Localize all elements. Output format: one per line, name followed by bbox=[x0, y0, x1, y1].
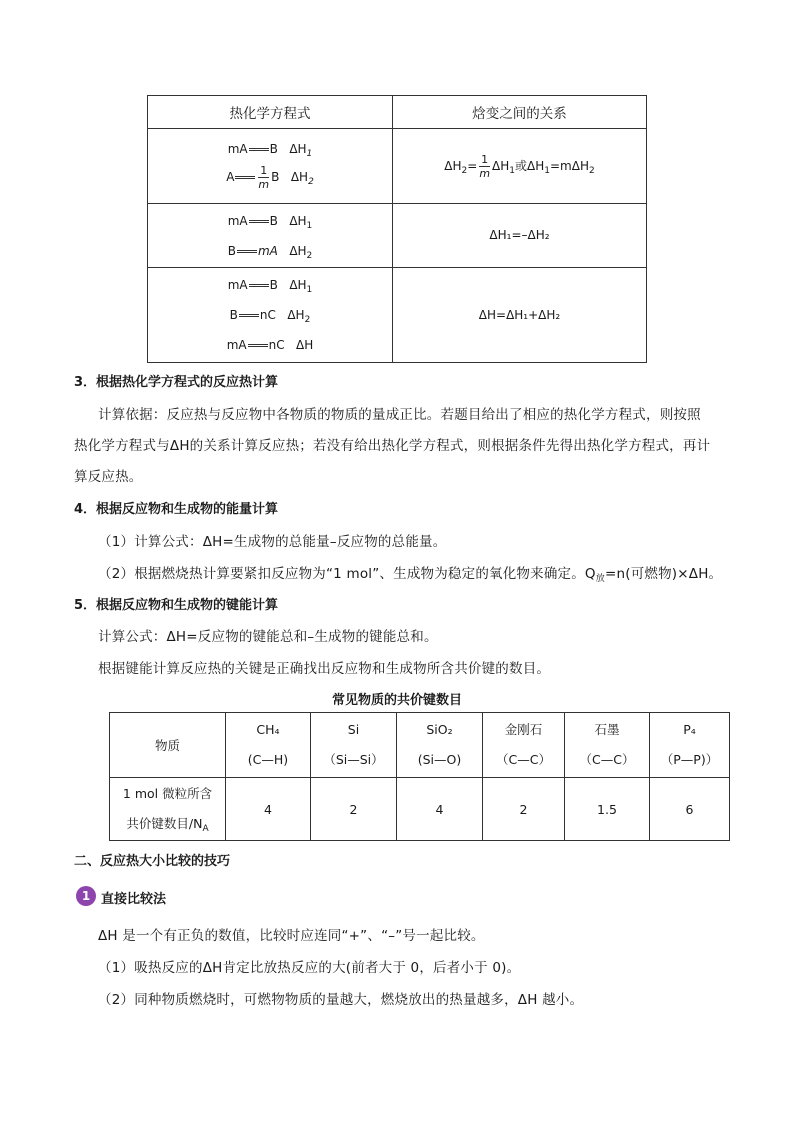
bond-type: （Si—Si） bbox=[323, 752, 384, 767]
subscript: 1 bbox=[306, 148, 313, 159]
bond-count: 2 bbox=[483, 778, 565, 841]
section-3-heading: 3．根据热化学方程式的反应热计算 bbox=[74, 375, 279, 390]
row-header: 物质 bbox=[110, 713, 226, 778]
delta-h: ΔH bbox=[296, 338, 314, 352]
equals-text: = bbox=[467, 158, 478, 173]
delta-h: ΔH bbox=[289, 278, 307, 292]
row-header bbox=[110, 778, 226, 841]
table-header-row bbox=[148, 96, 647, 129]
subscript: 2 bbox=[304, 315, 311, 325]
product: B bbox=[271, 169, 280, 184]
relation-term: =mΔH bbox=[549, 158, 589, 173]
section-5-line-1: 计算公式：ΔH=反应物的键能总和–生成物的键能总和。 bbox=[98, 629, 438, 645]
equals-sign bbox=[235, 176, 255, 179]
reactant: mA bbox=[227, 141, 248, 156]
delta-h: ΔH bbox=[289, 213, 307, 228]
fraction-denominator: m bbox=[479, 166, 491, 180]
header-enthalpy-relation: 焓变之间的关系 bbox=[393, 96, 647, 129]
equation-cell bbox=[148, 268, 393, 363]
table-caption: 常见物质的共价键数目 bbox=[331, 693, 462, 708]
subscript: A bbox=[202, 824, 209, 834]
delta-h: ΔH bbox=[290, 169, 309, 184]
substance-cell bbox=[565, 713, 650, 778]
product: nC bbox=[259, 308, 276, 322]
reactant: B bbox=[227, 243, 236, 258]
subscript: 2 bbox=[461, 165, 468, 176]
substance-cell bbox=[311, 713, 397, 778]
relation-cell bbox=[393, 204, 647, 268]
substance-cell bbox=[483, 713, 565, 778]
item-2-tail: =n(可燃物)×ΔH。 bbox=[604, 566, 723, 582]
section-4-heading: 4．根据反应物和生成物的能量计算 bbox=[74, 502, 279, 517]
section-4-item-1: （1）计算公式：ΔH=生成物的总能量–反应物的总能量。 bbox=[98, 534, 447, 550]
product: B bbox=[269, 141, 278, 156]
substance-name: 金刚石 bbox=[504, 722, 543, 737]
equals-sign bbox=[239, 314, 259, 317]
table-row bbox=[148, 129, 647, 204]
relation-term: ΔH bbox=[527, 158, 545, 173]
relation-term: ΔH bbox=[492, 158, 510, 173]
bond-type: （P—P)） bbox=[660, 752, 719, 767]
bond-type: （C—C） bbox=[579, 752, 635, 767]
relation-formula bbox=[393, 154, 646, 179]
bond-type: （C—C） bbox=[496, 752, 551, 767]
substance-row bbox=[110, 713, 730, 778]
equals-sign bbox=[237, 250, 257, 253]
count-label-text: 共价键数目/N bbox=[126, 816, 203, 831]
delta-h: ΔH bbox=[289, 243, 307, 258]
subscript: 放 bbox=[595, 574, 605, 584]
bond-count: 6 bbox=[650, 778, 730, 841]
equation-cell bbox=[148, 204, 393, 268]
relation-formula: ΔH=ΔH₁+ΔH₂ bbox=[478, 307, 561, 322]
fraction-numerator: 1 bbox=[260, 163, 268, 177]
substance-name: CH₄ bbox=[256, 722, 280, 737]
section-3-line: 热化学方程式与ΔH的关系计算反应热；若没有给出热化学方程式，则根据条件先得出热化学方程式，再计 bbox=[74, 438, 711, 454]
section-4-item-2 bbox=[98, 562, 722, 582]
subscript: 2 bbox=[588, 165, 595, 176]
count-label-line-2 bbox=[110, 809, 225, 839]
fraction-denominator: m bbox=[258, 177, 270, 191]
relation-cell bbox=[393, 129, 647, 204]
subscript: 2 bbox=[306, 250, 313, 261]
enthalpy-relation-table bbox=[147, 95, 647, 363]
delta-h: ΔH bbox=[289, 141, 307, 156]
reactant: mA bbox=[227, 213, 248, 228]
delta-h: ΔH bbox=[287, 308, 305, 322]
table-row bbox=[148, 204, 647, 268]
equation-cell bbox=[148, 129, 393, 204]
subscript: 1 bbox=[306, 285, 313, 295]
relation-term: ΔH bbox=[444, 158, 462, 173]
bond-count-row bbox=[110, 778, 730, 841]
equals-sign bbox=[249, 284, 269, 287]
subscript: 1 bbox=[306, 220, 313, 231]
subscript: 1 bbox=[509, 165, 515, 176]
equation-line bbox=[148, 141, 392, 159]
part-2-line-3: （2）同种物质燃烧时，可燃物物质的量越大，燃烧放出的热量越多，ΔH 越小。 bbox=[98, 992, 584, 1008]
bond-count: 4 bbox=[226, 778, 311, 841]
bond-count: 1.5 bbox=[565, 778, 650, 841]
substance-name: Si bbox=[347, 722, 360, 737]
section-5-line-2: 根据键能计算反应热的关键是正确找出反应物和生成物所含共价键的数目。 bbox=[98, 661, 551, 677]
fraction-numerator: 1 bbox=[481, 152, 489, 166]
fraction bbox=[258, 165, 269, 190]
relation-formula: ΔH₁=–ΔH₂ bbox=[489, 228, 550, 242]
bond-count: 2 bbox=[311, 778, 397, 841]
bond-type: (Si—O) bbox=[417, 752, 462, 767]
product: B bbox=[269, 278, 278, 292]
reactant: mA bbox=[227, 278, 248, 292]
count-label: 1 mol 微粒所含 bbox=[122, 786, 213, 801]
equals-sign bbox=[248, 344, 268, 347]
part-2-heading: 二、反应热大小比较的技巧 bbox=[74, 854, 231, 869]
header-thermochemical-equation: 热化学方程式 bbox=[148, 96, 393, 129]
section-3-line: 算反应热。 bbox=[74, 469, 143, 485]
reactant: A bbox=[226, 169, 235, 184]
equation-line bbox=[148, 243, 392, 261]
relation-cell bbox=[393, 268, 647, 363]
equation-line bbox=[148, 213, 392, 231]
equation-line bbox=[148, 165, 392, 190]
product: mA bbox=[257, 243, 278, 258]
equation-line bbox=[148, 308, 392, 325]
substance-name: 石墨 bbox=[594, 722, 620, 737]
substance-name: P₄ bbox=[683, 722, 696, 737]
equation-line bbox=[148, 339, 392, 351]
bond-count: 4 bbox=[397, 778, 483, 841]
bond-type: (C—H) bbox=[247, 752, 289, 767]
section-5-heading: 5．根据反应物和生成物的键能计算 bbox=[74, 598, 279, 613]
fraction bbox=[479, 154, 490, 179]
substance-name: SiO₂ bbox=[426, 722, 453, 737]
substance-cell bbox=[226, 713, 311, 778]
equation-line bbox=[148, 278, 392, 295]
substance-cell bbox=[397, 713, 483, 778]
subscript: 2 bbox=[308, 176, 314, 187]
conjunction: 或 bbox=[515, 158, 528, 173]
reactant: B bbox=[229, 308, 238, 322]
item-2-text: （2）根据燃烧热计算要紧扣反应物为“1 mol”、生成物为稳定的氧化物来确定。Q bbox=[98, 566, 596, 582]
part-2-line-2: （1）吸热反应的ΔH肯定比放热反应的大(前者大于 0，后者小于 0)。 bbox=[98, 960, 521, 976]
number-badge-icon: 1 bbox=[76, 886, 96, 906]
reactant: mA bbox=[226, 338, 247, 352]
part-2-line-1: ΔH 是一个有正负的数值，比较时应连同“+”、“–”号一起比较。 bbox=[98, 928, 485, 944]
equals-sign bbox=[249, 148, 269, 151]
product: B bbox=[269, 213, 278, 228]
product: nC bbox=[268, 338, 285, 352]
table-row bbox=[148, 268, 647, 363]
subscript: 1 bbox=[544, 165, 550, 176]
section-3-line: 计算依据：反应热与反应物中各物质的物质的量成正比。若题目给出了相应的热化学方程式，则按照 bbox=[98, 407, 701, 423]
covalent-bond-table bbox=[109, 712, 730, 841]
part-2-subheading: 直接比较法 bbox=[101, 892, 167, 907]
equals-sign bbox=[249, 220, 269, 223]
substance-cell bbox=[650, 713, 730, 778]
